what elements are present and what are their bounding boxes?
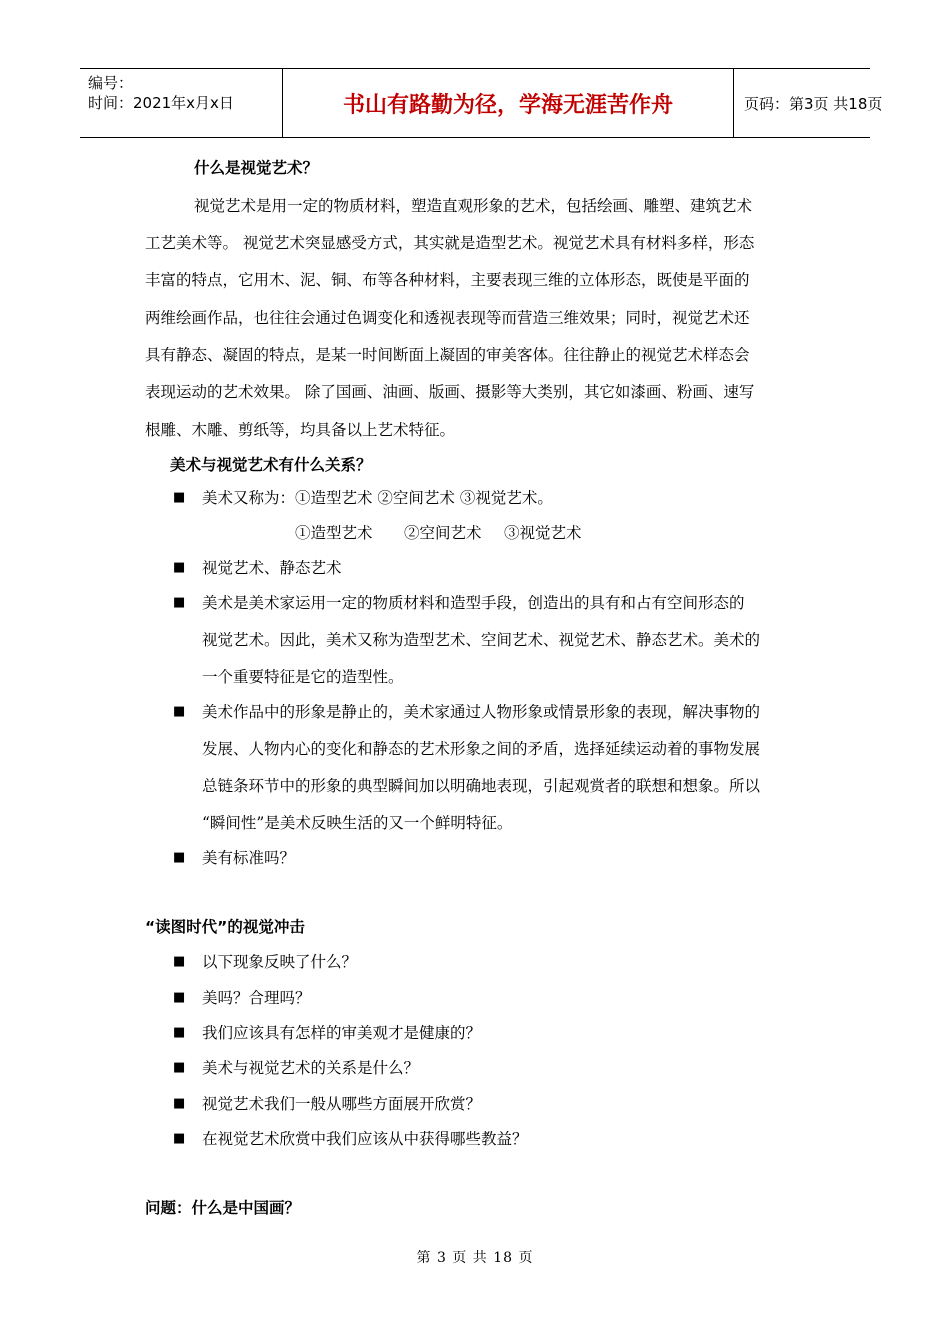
bullet-item-line: 发展、人物内心的变化和静态的艺术形象之间的矛盾，选择延续运动着的事物发展 [202,740,761,758]
bullet-item-line: 总链条环节中的形象的典型瞬间加以明确地表现，引起观赏者的联想和想象。所以 [202,777,761,795]
page-header [80,68,883,138]
bullet-item-line: “瞬间性”是美术反映生活的又一个鲜明特征。 [202,814,513,832]
sub-item: ②空间艺术 [404,524,482,542]
list-item: 我们应该具有怎样的审美观才是健康的？ [202,1024,482,1042]
bullet-icon: ■ [173,990,186,1005]
bullet-icon: ■ [173,1025,186,1040]
bullet-item-line: 视觉艺术。因此，美术又称为造型艺术、空间艺术、视觉艺术、静态艺术。美术的 [202,631,761,649]
bullet-icon: ■ [173,1060,186,1075]
page-footer: 第 3 页 共 18 页 [416,1250,534,1266]
list-item: 以下现象反映了什么？ [202,953,358,971]
section2-title: 美术与视觉艺术有什么关系？ [170,456,372,474]
bullet-icon: ■ [173,704,186,719]
header-page-info: 页码：第3页 共18页 [744,94,883,113]
section1-line: 两维绘画作品，也往往会通过色调变化和透视表现等而营造三维效果；同时，视觉艺术还 [145,309,750,327]
bullet-icon: ■ [173,560,186,575]
bullet-item: 视觉艺术、静态艺术 [202,559,342,577]
header-motto: 书山有路勤为径，学海无涯苦作舟 [282,69,734,137]
bullet-icon: ■ [173,954,186,969]
code-label: 编号： [88,74,134,92]
section1-line: 丰富的特点，它用木、泥、铜、布等各种材料，主要表现三维的立体形态，既使是平面的 [145,271,750,289]
list-item: 美术与视觉艺术的关系是什么？ [202,1059,420,1077]
bullet-item-line: 一个重要特征是它的造型性。 [202,668,404,686]
bullet-icon: ■ [173,1131,186,1146]
list-item: 在视觉艺术欣赏中我们应该从中获得哪些教益？ [202,1130,528,1148]
list-item: 美吗？合理吗？ [202,989,311,1007]
time-text: 时间：2021年x月x日 [88,94,234,112]
header-meta [80,69,282,137]
bullet-icon: ■ [173,490,186,505]
section1-title: 什么是视觉艺术？ [194,159,319,177]
bullet-icon: ■ [173,850,186,865]
section1-line: 表现运动的艺术效果。 除了国画、油画、版画、摄影等大类别，其它如漆画、粉画、速写 [145,383,755,401]
bullet-item-line: 美术作品中的形象是静止的，美术家通过人物形象或情景形象的表现，解决事物的 [202,703,761,721]
sub-item: ①造型艺术 [295,524,373,542]
bullet-icon: ■ [173,595,186,610]
list-item: 视觉艺术我们一般从哪些方面展开欣赏？ [202,1095,482,1113]
bullet-icon: ■ [173,1096,186,1111]
bullet-item-line: 美术是美术家运用一定的物质材料和造型手段，创造出的具有和占有空间形态的 [202,594,745,612]
section1-line: 工艺美术等。 视觉艺术突显感受方式，其实就是造型艺术。视觉艺术具有材料多样，形态 [145,234,755,252]
section4-title: 问题：什么是中国画？ [145,1199,301,1217]
section1-line: 视觉艺术是用一定的物质材料，塑造直观形象的艺术，包括绘画、雕塑、建筑艺术 [194,197,753,215]
bullet-item: 美有标准吗？ [202,849,296,867]
sub-item: ③视觉艺术 [504,524,582,542]
bullet-item: 美术又称为：①造型艺术 ②空间艺术 ③视觉艺术。 [202,489,553,507]
section1-line: 根雕、木雕、剪纸等，均具备以上艺术特征。 [145,421,456,439]
section1-line: 具有静态、凝固的特点，是某一时间断面上凝固的审美客体。往往静止的视觉艺术样态会 [145,346,750,364]
section3-title: “读图时代”的视觉冲击 [145,918,305,936]
